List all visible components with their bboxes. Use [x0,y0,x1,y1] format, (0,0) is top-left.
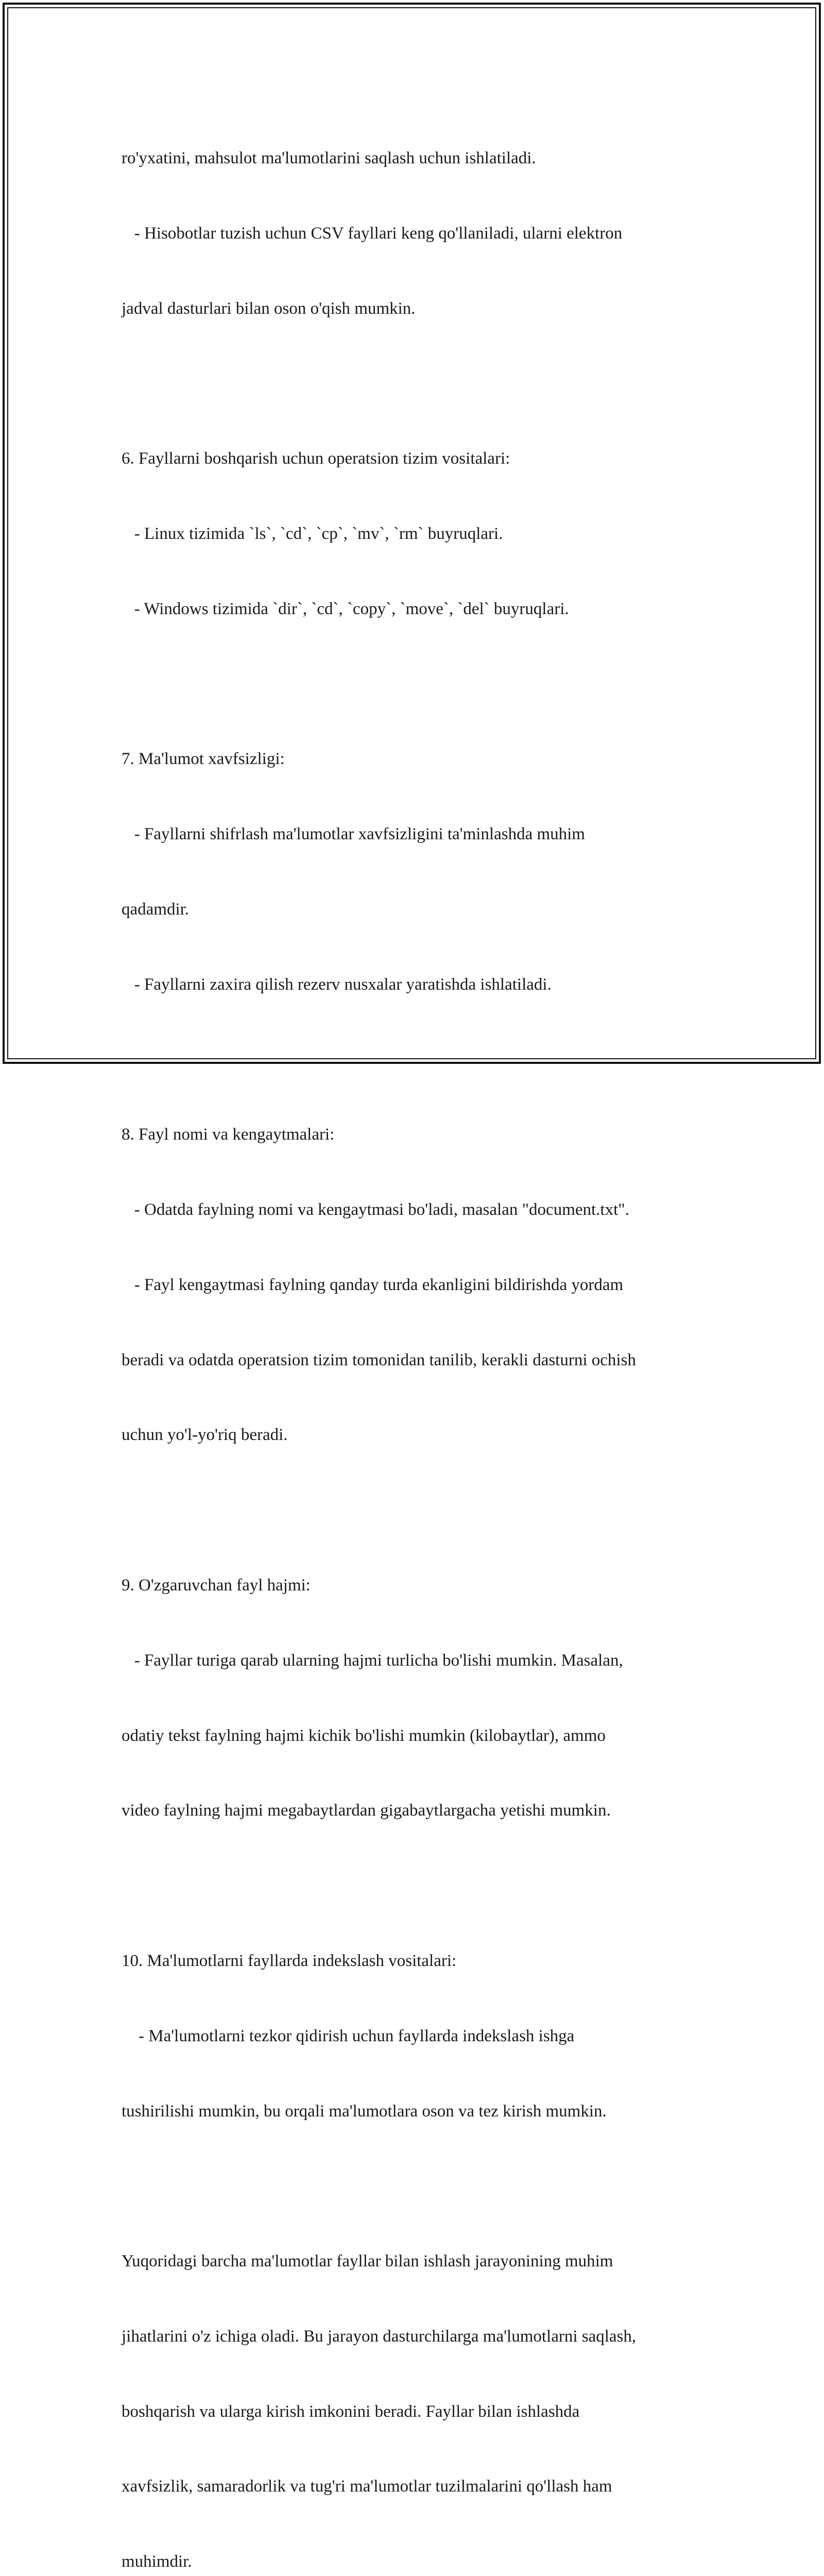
text-line: Yuqoridagi barcha ma'lumotlar fayllar bilan ishlash jarayonining muhim [122,2252,613,2271]
blank-line [122,1873,703,1899]
text-line: - Fayllarni zaxira qilish rezerv nusxalar yaratishda ishlatiladi. [122,975,552,994]
text-line: - Ma'lumotlarni tezkor qidirish uchun fayllarda indekslash ishga [122,2026,575,2045]
text-line: - Hisobotlar tuzish uchun CSV fayllari keng qo'llaniladi, ularni elektron [122,224,623,243]
text-line: uchun yo'l-yo'riq beradi. [122,1426,288,1445]
section-heading: 6. Fayllarni boshqarish uchun operatsion tizim vositalari: [122,449,510,468]
text-line: qadamdir. [122,900,190,919]
text-line: - Windows tizimida `dir`, `cd`, `copy`, `move`, `del` buyruqlari. [122,599,569,618]
text-line: muhimdir. [122,2552,192,2571]
blank-line [122,1498,703,1523]
document-body [122,96,703,2576]
blank-line [122,371,703,397]
section-heading: 9. O'zgaruvchan fayl hajmi: [122,1576,311,1595]
text-line: - Linux tizimida `ls`, `cd`, `cp`, `mv`, `rm` buyruqlari. [122,524,503,544]
text-line: jihatlarini o'z ichiga oladi. Bu jarayon dasturchilarga ma'lumotlarni saqlash, [122,2327,637,2346]
text-line: jadval dasturlari bilan oson o'qish mumkin. [122,299,416,318]
blank-line [122,2174,703,2199]
text-line: beradi va odatda operatsion tizim tomonidan tanilib, kerakli dasturni ochish [122,1350,636,1369]
section-heading: 10. Ma'lumotlarni fayllarda indekslash vositalari: [122,1951,457,1970]
text-line: - Fayllar turiga qarab ularning hajmi turlicha bo'lishi mumkin. Masalan, [122,1651,623,1670]
section-heading: 8. Fayl nomi va kengaytmalari: [122,1125,335,1144]
text-line: - Fayl kengaytmasi faylning qanday turda ekanligini bildirishda yordam [122,1275,624,1294]
section-heading: 7. Ma'lumot xavfsizligi: [122,750,285,769]
text-line: - Odatda faylning nomi va kengaytmasi bo'ladi, masalan "document.txt". [122,1200,629,1219]
text-line: - Fayllarni shifrlash ma'lumotlar xavfsizligini ta'minlashda muhim [122,825,585,844]
blank-line [122,1047,703,1073]
text-line: video faylning hajmi megabaytlardan gigabaytlargacha yetishi mumkin. [122,1801,611,1820]
text-line: xavfsizlik, samaradorlik va tug'ri ma'lumotlar tuzilmalarini qo'llash ham [122,2477,612,2496]
blank-line [122,672,703,697]
text-line: tushirilishi mumkin, bu orqali ma'lumotlara oson va tez kirish mumkin. [122,2102,607,2121]
text-line: odatiy tekst faylning hajmi kichik bo'lishi mumkin (kilobaytlar), ammo [122,1726,606,1745]
text-line: ro'yxatini, mahsulot ma'lumotlarini saqlash uchun ishlatiladi. [122,149,536,168]
text-line: boshqarish va ularga kirish imkonini beradi. Fayllar bilan ishlashda [122,2402,580,2421]
